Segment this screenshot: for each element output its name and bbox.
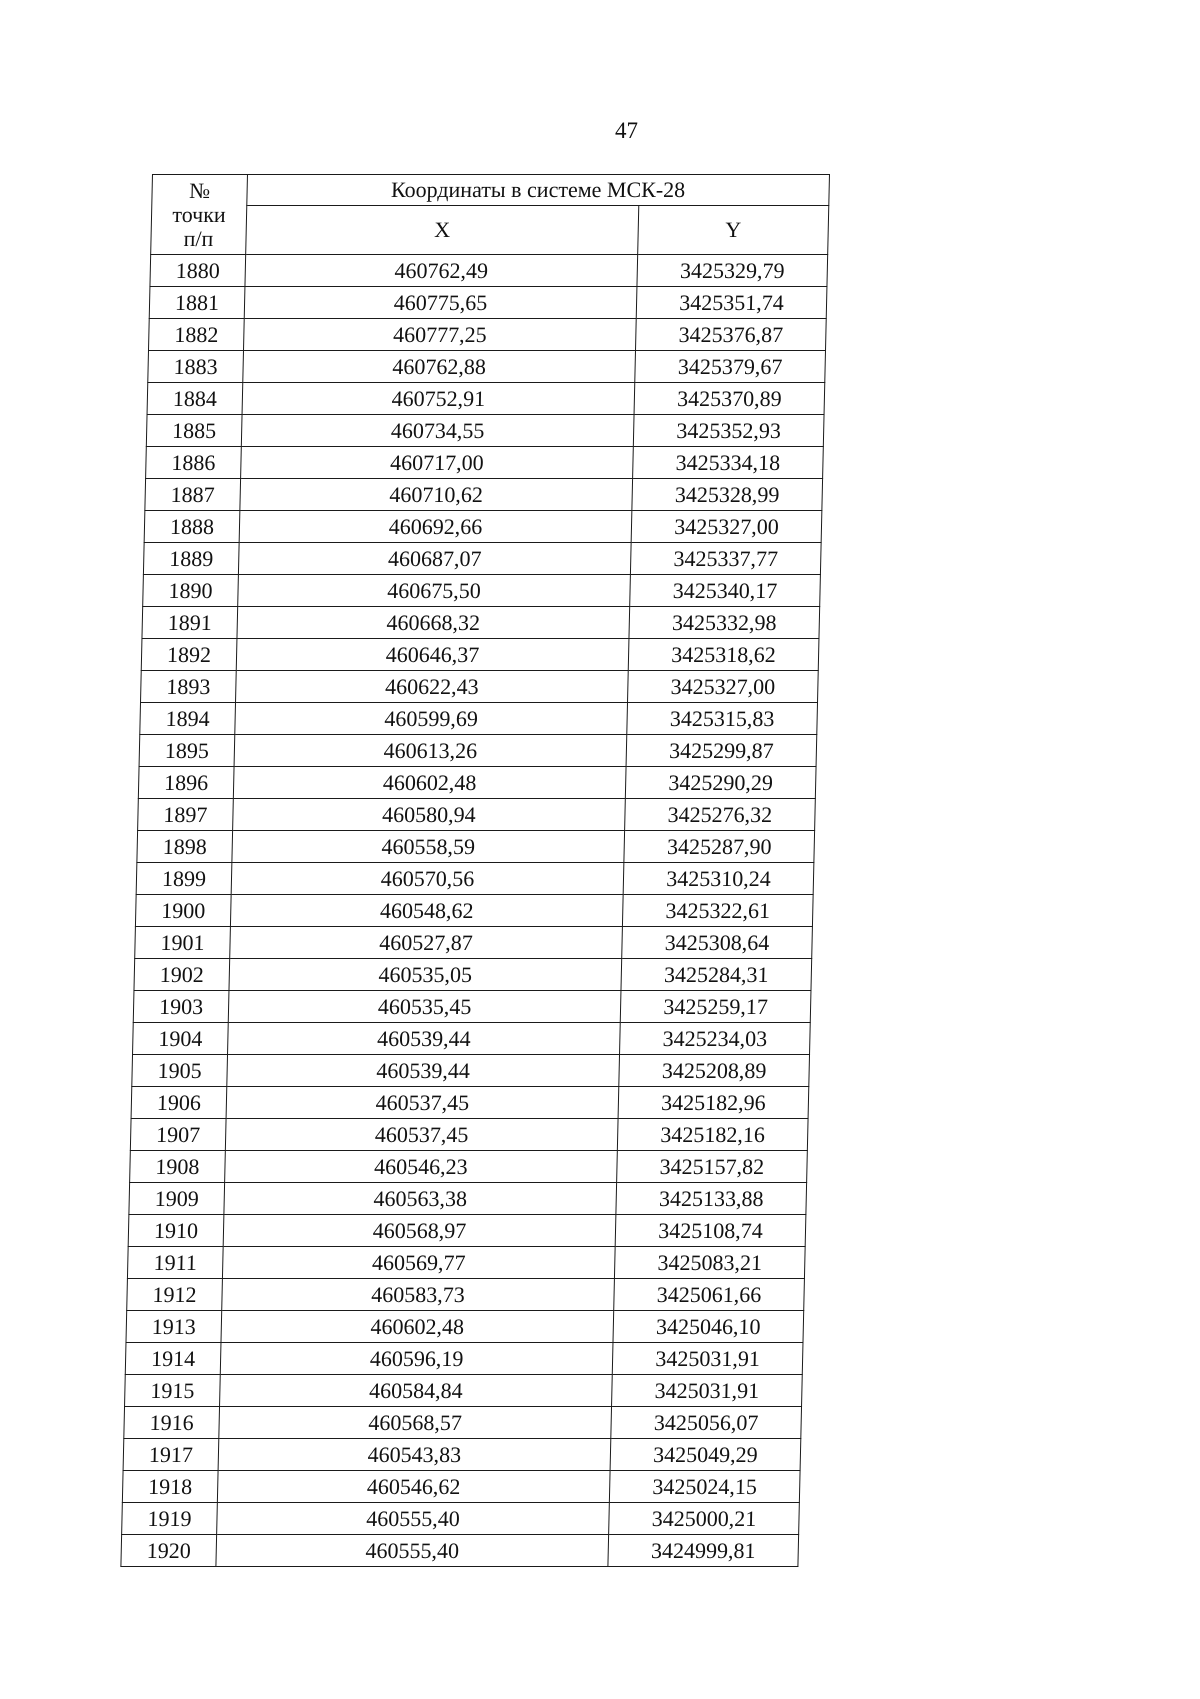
x-coordinate-cell: 460570,56 <box>231 863 624 895</box>
table-body <box>121 255 828 1567</box>
x-coordinate-cell: 460584,84 <box>220 1375 613 1407</box>
y-coordinate-cell: 3425046,10 <box>613 1311 804 1343</box>
point-number-cell: 1903 <box>133 991 229 1023</box>
x-coordinate-cell: 460555,40 <box>216 1535 609 1567</box>
x-column-header: X <box>246 206 639 255</box>
y-coordinate-cell: 3425083,21 <box>614 1247 805 1279</box>
coordinate-system-header: Координаты в системе МСК-28 <box>247 175 830 206</box>
point-number-cell: 1880 <box>150 255 246 287</box>
y-coordinate-cell: 3425061,66 <box>614 1279 805 1311</box>
table-row <box>129 1183 807 1215</box>
point-number-cell: 1882 <box>148 319 244 351</box>
y-coordinate-cell: 3425370,89 <box>634 383 825 415</box>
point-number-cell: 1889 <box>143 543 239 575</box>
y-coordinate-cell: 3425031,91 <box>612 1343 803 1375</box>
y-coordinate-cell: 3424999,81 <box>608 1535 799 1567</box>
y-coordinate-cell: 3425182,16 <box>617 1119 808 1151</box>
table-row <box>147 383 825 415</box>
x-coordinate-cell: 460602,48 <box>221 1311 614 1343</box>
point-number-cell: 1885 <box>146 415 242 447</box>
x-coordinate-cell: 460537,45 <box>226 1087 619 1119</box>
x-coordinate-cell: 460734,55 <box>241 415 634 447</box>
y-coordinate-cell: 3425328,99 <box>632 479 823 511</box>
y-coordinate-cell: 3425351,74 <box>636 287 827 319</box>
x-coordinate-cell: 460717,00 <box>241 447 634 479</box>
y-coordinate-cell: 3425000,21 <box>609 1503 800 1535</box>
point-number-cell: 1916 <box>124 1407 220 1439</box>
table-row <box>136 863 814 895</box>
table-row <box>141 671 819 703</box>
table-row <box>138 767 816 799</box>
point-number-cell: 1897 <box>138 799 234 831</box>
table-row <box>130 1151 808 1183</box>
table-row <box>131 1087 809 1119</box>
table-row <box>138 799 816 831</box>
x-coordinate-cell: 460762,88 <box>243 351 636 383</box>
table-row <box>146 447 824 479</box>
point-number-cell: 1899 <box>136 863 232 895</box>
y-coordinate-cell: 3425024,15 <box>609 1471 800 1503</box>
point-number-cell: 1920 <box>121 1535 217 1567</box>
table-row <box>125 1343 803 1375</box>
table-row <box>123 1439 801 1471</box>
table-row <box>146 415 824 447</box>
table-row <box>133 1023 811 1055</box>
page-number: 47 <box>615 118 638 143</box>
y-coordinate-cell: 3425334,18 <box>633 447 824 479</box>
x-coordinate-cell: 460569,77 <box>222 1247 615 1279</box>
x-coordinate-cell: 460596,19 <box>220 1343 613 1375</box>
x-coordinate-cell: 460583,73 <box>222 1279 615 1311</box>
table-row <box>145 479 823 511</box>
y-coordinate-cell: 3425315,83 <box>627 703 818 735</box>
y-coordinate-cell: 3425157,82 <box>617 1151 808 1183</box>
x-coordinate-cell: 460535,45 <box>228 991 621 1023</box>
point-number-cell: 1892 <box>141 639 237 671</box>
table-row <box>132 1055 810 1087</box>
x-coordinate-cell: 460668,32 <box>237 607 630 639</box>
point-number-cell: 1887 <box>145 479 241 511</box>
table-row <box>130 1119 808 1151</box>
point-number-cell: 1901 <box>135 927 231 959</box>
table-row <box>141 639 819 671</box>
x-coordinate-cell: 460710,62 <box>240 479 633 511</box>
y-coordinate-cell: 3425327,00 <box>631 511 822 543</box>
table-row <box>149 287 827 319</box>
y-coordinate-cell: 3425108,74 <box>615 1215 806 1247</box>
x-coordinate-cell: 460546,23 <box>225 1151 618 1183</box>
x-coordinate-cell: 460599,69 <box>235 703 628 735</box>
x-coordinate-cell: 460568,57 <box>219 1407 612 1439</box>
y-coordinate-cell: 3425259,17 <box>620 991 811 1023</box>
y-coordinate-cell: 3425287,90 <box>624 831 815 863</box>
coordinates-table <box>120 174 830 1567</box>
table-row <box>125 1375 803 1407</box>
point-number-cell: 1883 <box>148 351 244 383</box>
y-coordinate-cell: 3425332,98 <box>629 607 820 639</box>
x-coordinate-cell: 460777,25 <box>243 319 636 351</box>
x-coordinate-cell: 460752,91 <box>242 383 635 415</box>
table-row <box>150 255 828 287</box>
x-coordinate-cell: 460687,07 <box>238 543 631 575</box>
point-number-cell: 1911 <box>127 1247 223 1279</box>
x-coordinate-cell: 460622,43 <box>236 671 629 703</box>
x-coordinate-cell: 460613,26 <box>234 735 627 767</box>
table-row <box>139 735 817 767</box>
table-row <box>128 1215 806 1247</box>
y-coordinate-cell: 3425308,64 <box>622 927 813 959</box>
y-coordinate-cell: 3425310,24 <box>623 863 814 895</box>
table-row <box>134 959 812 991</box>
x-coordinate-cell: 460692,66 <box>239 511 632 543</box>
y-coordinate-cell: 3425337,77 <box>630 543 821 575</box>
y-column-header: Y <box>638 206 829 255</box>
point-number-cell: 1904 <box>133 1023 229 1055</box>
point-number-cell: 1890 <box>143 575 239 607</box>
point-number-cell: 1908 <box>130 1151 226 1183</box>
x-coordinate-cell: 460602,48 <box>233 767 626 799</box>
table-row <box>137 831 815 863</box>
point-number-header-line1: № <box>188 177 211 203</box>
y-coordinate-cell: 3425284,31 <box>621 959 812 991</box>
y-coordinate-cell: 3425299,87 <box>626 735 817 767</box>
point-number-cell: 1898 <box>137 831 233 863</box>
x-coordinate-cell: 460775,65 <box>244 287 637 319</box>
y-coordinate-cell: 3425133,88 <box>616 1183 807 1215</box>
point-number-cell: 1912 <box>127 1279 223 1311</box>
y-coordinate-cell: 3425234,03 <box>620 1023 811 1055</box>
point-number-cell: 1902 <box>134 959 230 991</box>
y-coordinate-cell: 3425376,87 <box>635 319 826 351</box>
x-coordinate-cell: 460539,44 <box>228 1023 621 1055</box>
table-row <box>121 1535 799 1567</box>
table-row <box>124 1407 802 1439</box>
point-number-cell: 1895 <box>139 735 235 767</box>
point-number-cell: 1894 <box>140 703 236 735</box>
y-coordinate-cell: 3425208,89 <box>619 1055 810 1087</box>
table-row <box>142 607 820 639</box>
point-number-cell: 1881 <box>149 287 245 319</box>
x-coordinate-cell: 460548,62 <box>230 895 623 927</box>
table-row <box>133 991 811 1023</box>
point-number-cell: 1910 <box>128 1215 224 1247</box>
table-row <box>148 319 826 351</box>
point-number-cell: 1886 <box>146 447 242 479</box>
point-number-cell: 1888 <box>144 511 240 543</box>
y-coordinate-cell: 3425031,91 <box>612 1375 803 1407</box>
y-coordinate-cell: 3425340,17 <box>630 575 821 607</box>
x-coordinate-cell: 460563,38 <box>224 1183 617 1215</box>
point-number-cell: 1906 <box>131 1087 227 1119</box>
point-number-cell: 1918 <box>122 1471 218 1503</box>
point-number-cell: 1893 <box>141 671 237 703</box>
y-coordinate-cell: 3425182,96 <box>618 1087 809 1119</box>
point-number-cell: 1919 <box>122 1503 218 1535</box>
table-row <box>135 895 813 927</box>
x-coordinate-cell: 460539,44 <box>227 1055 620 1087</box>
x-coordinate-cell: 460537,45 <box>225 1119 618 1151</box>
table-row <box>143 575 821 607</box>
point-number-cell: 1913 <box>126 1311 222 1343</box>
point-number-cell: 1896 <box>138 767 234 799</box>
point-number-header-line3: п/п <box>183 225 214 251</box>
table-row <box>127 1247 805 1279</box>
x-coordinate-cell: 460546,62 <box>217 1471 610 1503</box>
table-row <box>144 511 822 543</box>
table-row <box>135 927 813 959</box>
point-number-cell: 1905 <box>132 1055 228 1087</box>
point-number-header-line2: точки <box>172 201 227 227</box>
x-coordinate-cell: 460555,40 <box>217 1503 610 1535</box>
point-number-cell: 1915 <box>125 1375 221 1407</box>
x-coordinate-cell: 460580,94 <box>233 799 626 831</box>
x-coordinate-cell: 460527,87 <box>230 927 623 959</box>
y-coordinate-cell: 3425379,67 <box>635 351 826 383</box>
y-coordinate-cell: 3425049,29 <box>610 1439 801 1471</box>
table-row <box>122 1471 800 1503</box>
x-coordinate-cell: 460762,49 <box>245 255 638 287</box>
y-coordinate-cell: 3425352,93 <box>633 415 824 447</box>
y-coordinate-cell: 3425322,61 <box>622 895 813 927</box>
point-number-cell: 1909 <box>129 1183 225 1215</box>
point-number-header <box>151 175 248 255</box>
x-coordinate-cell: 460543,83 <box>218 1439 611 1471</box>
table-row <box>127 1279 805 1311</box>
point-number-cell: 1917 <box>123 1439 219 1471</box>
point-number-cell: 1891 <box>142 607 238 639</box>
point-number-cell: 1900 <box>135 895 231 927</box>
point-number-cell: 1914 <box>125 1343 221 1375</box>
y-coordinate-cell: 3425056,07 <box>611 1407 802 1439</box>
x-coordinate-cell: 460568,97 <box>223 1215 616 1247</box>
point-number-cell: 1907 <box>130 1119 226 1151</box>
y-coordinate-cell: 3425318,62 <box>628 639 819 671</box>
x-coordinate-cell: 460535,05 <box>229 959 622 991</box>
point-number-cell: 1884 <box>147 383 243 415</box>
x-coordinate-cell: 460646,37 <box>236 639 629 671</box>
table-row <box>140 703 818 735</box>
table-row <box>126 1311 804 1343</box>
y-coordinate-cell: 3425276,32 <box>625 799 816 831</box>
x-coordinate-cell: 460558,59 <box>232 831 625 863</box>
y-coordinate-cell: 3425329,79 <box>637 255 828 287</box>
y-coordinate-cell: 3425327,00 <box>628 671 819 703</box>
y-coordinate-cell: 3425290,29 <box>625 767 816 799</box>
x-coordinate-cell: 460675,50 <box>238 575 631 607</box>
table-row <box>122 1503 800 1535</box>
table-row <box>148 351 826 383</box>
table-row <box>143 543 821 575</box>
